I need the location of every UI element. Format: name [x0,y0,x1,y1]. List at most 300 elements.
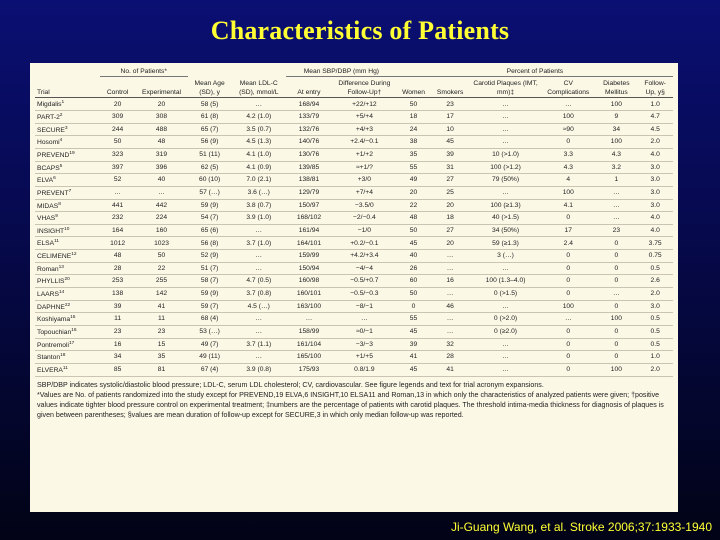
column-header: Mean LDL-C (SD), mmol/L [232,77,286,98]
slide-title: Characteristics of Patients [210,16,510,45]
table-cell: 59 (9) [200,290,219,298]
table-cell: … [255,353,263,361]
table-cell: 20 [446,239,454,247]
table-cell: … [446,315,454,323]
table-cell: 129/79 [298,189,320,196]
table-cell: 3.6 (…) [247,189,270,196]
group-header-patients: No. of Patients* [100,65,188,77]
table-cell: ≈+1/? [355,163,373,171]
trial-name: INSIGHT [37,228,65,236]
table-cell: 0 [566,353,571,361]
trial-name-cell [35,313,100,326]
table-cell: … [502,113,509,121]
table-cell: 45 [446,138,454,146]
table-row [35,300,673,313]
table-cell: 32 [446,340,454,348]
table-cell: 100 (≥1.3) [490,201,521,209]
table-cell: … [502,264,509,272]
table-cell: 49 (7) [200,340,219,348]
table-cell: 61 (8) [200,113,219,121]
table-cell: … [502,100,509,108]
table-cell: 16 [446,277,454,285]
table-cell: 4.0 [650,151,660,159]
table-cell: 255 [155,277,168,285]
table-cell: 0 [566,277,571,285]
table-cell: 24 [409,125,418,133]
table-row [35,338,673,351]
trial-reference: 15 [70,315,76,321]
table-cell: … [502,125,509,133]
trial-reference: 1 [61,100,65,106]
table-cell: 52 [113,176,122,184]
table-row [35,262,673,275]
trial-reference: 14 [58,290,65,296]
table-cell: … [114,189,121,196]
table-cell: … [446,264,454,272]
trial-name: LAARS [37,291,59,299]
column-header: Carotid Plaques (IMT, mm)‡ [470,77,541,98]
table-cell: −4/−4 [355,264,373,272]
trial-reference: 16 [71,327,77,333]
table-cell: 45 [409,365,418,373]
table-cell: +0.2/−0.1 [350,239,379,247]
table-cell: 55 [409,163,418,171]
table-cell: 4.5 (1.3) [246,138,272,146]
table-cell: 2.4 [563,239,573,247]
table-cell: 0.8/1.9 [354,365,375,373]
table-cell: 164/101 [296,239,322,247]
table-cell: 0 [566,290,571,298]
column-header: Mean Age (SD), y [188,77,232,98]
table-cell: 20 [157,100,166,108]
table-row [35,186,673,199]
trial-reference: 11 [54,239,60,245]
table-cell: 100 [562,189,574,196]
table-cell: 26 [409,264,418,272]
column-header: Smokers [430,77,470,98]
table-cell: 3.7 (1.0) [246,239,272,247]
table-cell: 60 (10) [199,176,221,184]
table-cell: 51 (11) [199,151,220,159]
table-cell: … [613,201,620,209]
trial-name: PREVEND [37,152,70,160]
table-cell: 0 (>1.5) [493,290,518,298]
trial-reference: 8 [58,201,61,207]
characteristics-table [35,65,673,377]
table-cell: 1.0 [650,100,660,108]
table-row [35,199,673,212]
table-cell: 4.3 [611,151,622,159]
trial-name: ELVA [37,177,54,185]
table-cell: 4.2 (1.0) [246,113,272,121]
table-row [35,325,673,338]
table-cell: 34 [113,353,122,361]
footnotes [35,380,673,421]
table-row [35,351,673,364]
table-cell: 11 [158,315,165,323]
table-cell: 0.75 [648,252,662,260]
trial-name: PREVENT [37,190,69,198]
column-header: Trial [35,77,100,98]
column-header: Difference During Follow-Up† [332,77,397,98]
table-cell: 3.0 [650,201,660,209]
trial-reference: 10 [64,226,70,232]
table-cell: 142 [155,290,168,298]
trial-name: MIDAS [37,202,59,210]
trial-reference: 2 [59,113,63,119]
column-header: Diabetes Mellitus [595,77,637,98]
table-cell: 10 (>1.0) [492,151,520,159]
trial-reference: 11 [62,365,68,371]
table-row [35,313,673,326]
table-cell: −8/−1 [355,302,373,310]
trial-reference: 19 [69,150,75,156]
table-cell: … [502,302,509,310]
table-cell: 4.5 [650,125,660,133]
table-cell: 224 [155,214,168,222]
table-cell: +22/+12 [352,100,377,108]
table-cell: 3.0 [650,189,660,196]
table-cell: 59 (9) [200,201,219,209]
table-cell: 309 [112,113,124,121]
table-cell: 160/98 [298,277,320,285]
table-cell: 34 [612,125,621,133]
table-cell: 20 [113,100,122,108]
table-cell: 2.0 [650,365,660,373]
table-row [35,363,673,376]
table-cell: 168/94 [298,100,320,108]
table-row [35,161,673,174]
table-cell: 38 [409,138,418,146]
trial-name: Stanton [37,354,61,362]
trial-reference: 22 [64,302,71,308]
table-cell: 168/102 [296,214,322,222]
table-cell: 65 (7) [200,125,219,133]
table-cell: 3.0 [650,302,660,310]
table-cell: … [255,328,263,336]
table-cell: −3.5/0 [354,201,374,209]
trial-name: SECURE [37,126,65,134]
trial-name-cell [35,136,100,149]
table-cell: 100 [610,138,622,146]
table-cell: 100 (>1.2) [490,163,521,171]
table-cell: 0 (>2.0) [493,315,518,323]
table-cell: … [564,100,572,108]
table-cell: 244 [112,125,124,133]
table-cell: 17 [446,113,454,121]
table-cell: 4.1 [563,201,573,209]
table-cell: 160 [155,226,168,234]
table-cell: 0 [614,277,619,285]
trial-name-cell [35,338,100,351]
trial-name-cell [35,98,100,111]
table-cell: 59 (7) [200,302,219,310]
column-header: Experimental [135,77,187,98]
table-cell: 2.0 [650,290,660,298]
table-cell: 79 (50%) [491,176,520,184]
table-cell: 67 (4) [200,365,219,373]
table-cell: 28 [446,353,454,361]
table-cell: 3.3 [563,151,573,159]
table-cell: 20 [409,189,418,196]
trial-name-cell [35,300,100,313]
trial-name-cell [35,111,100,124]
table-cell: 57 (…) [199,189,220,196]
table-cell: … [502,189,509,196]
table-cell: 232 [112,214,124,222]
trial-reference: 13 [58,264,64,270]
table-cell: … [255,252,263,260]
table-cell: … [158,189,165,196]
table-cell: 58 (5) [200,100,219,108]
table-cell: 3.7 (1.1) [246,340,272,348]
table-cell: +4.2/+3.4 [350,252,379,260]
table-cell: 158/99 [298,328,320,336]
table-cell: 488 [155,125,168,133]
table-cell: 0 [566,365,571,373]
trial-reference: 4 [59,138,63,144]
table-cell: 23 [113,328,122,336]
column-header: Women [397,77,430,98]
column-header: At entry [286,77,332,98]
table-panel [30,63,678,512]
table-cell: +7/+4 [355,189,373,196]
table-cell: 40 [409,252,418,260]
trial-name-cell [35,288,100,301]
column-header: Follow-Up, y§ [637,77,673,98]
table-cell: 0 [566,264,571,272]
trial-name-cell [35,250,100,263]
table-cell: 81 [157,365,166,373]
table-row [35,123,673,136]
table-cell: +1/+2 [355,151,373,159]
table-cell: 0 [411,302,416,310]
table-cell: 1012 [110,239,126,247]
trial-name: DAPHNE [37,303,65,311]
table-cell: 0 [614,302,619,310]
table-cell: −2/−0.4 [353,214,376,222]
trial-name: Koshiyama [37,316,71,324]
table-cell: 164 [112,226,124,234]
table-cell: 60 [409,277,418,285]
table-cell: 0.5 [650,340,660,348]
table-cell: 35 [409,151,418,159]
table-cell: ≈90 [562,125,574,133]
trial-name-cell [35,174,100,187]
column-header: CV Complications [541,77,595,98]
trial-reference: 18 [60,353,66,359]
table-cell: … [502,138,509,146]
trial-reference: 5 [59,163,63,169]
table-cell: 50 [409,100,418,108]
trial-name: Hosomi [37,139,60,147]
table-cell: 4.1 (1.0) [246,151,272,159]
trial-name: Topouchian [37,329,72,337]
table-cell: 323 [112,151,124,159]
table-cell: … [305,315,313,323]
table-cell: 41 [157,302,166,310]
table-cell: 1 [614,176,619,184]
trial-reference: 9 [55,214,58,220]
group-header-row [35,65,673,77]
table-cell: 0 [614,353,619,361]
table-cell: 0 [566,340,571,348]
table-cell: 2.0 [650,138,660,146]
table-cell: 0 (≥2.0) [494,328,518,336]
table-cell: 28 [113,264,122,272]
table-cell: 3.8 (0.7) [246,201,272,209]
trial-name-cell [35,148,100,161]
table-cell: 41 [409,353,418,361]
trial-reference: 20 [64,277,70,283]
table-cell: 9 [614,113,619,121]
table-row [35,275,673,288]
trial-name: Roman [37,265,59,273]
footnote-details: *Values are No. of patients randomized into the study except for PREVEND,19 ELVA,6 INSIGHT,10 ELSA11 and Roman,13 in which only the characteristics of analyzed patients were given; †positive values indicate tighter blood pressure control on experimental treatment; ‡numbers are the percentage of patients with carotid plaques. The threshold intima-media thickness for diagnosis of plaques is given between parentheses; §values are mean duration of follow-up except for SECURE,3 in which only median follow-up was reported. [37,390,664,420]
table-cell: 0 [566,138,571,146]
table-cell: … [255,264,263,272]
table-cell: 4.1 (0.9) [246,163,272,171]
table-cell: … [502,340,509,348]
table-cell: 48 [113,252,122,260]
table-cell: 3.75 [648,239,662,247]
footnote-abbreviations: SBP/DBP indicates systolic/diastolic blood pressure; LDL-C, serum LDL cholesterol; CV, cardiovascular. See figure legends and text for trial acronym expansions. [37,380,544,389]
table-cell: 0 [566,214,571,222]
table-cell: 161/104 [296,340,322,348]
table-cell: 160/101 [296,290,322,298]
trial-name-cell [35,224,100,237]
trial-name-cell [35,351,100,364]
table-cell: 11 [114,315,122,323]
table-cell: 25 [446,189,454,196]
table-cell: ≈0/−1 [355,328,373,336]
table-cell: 50 [409,226,418,234]
table-cell: 20 [446,201,454,209]
table-cell: +4/+3 [355,125,373,133]
table-cell: 23 [157,328,166,336]
table-cell: 2.6 [650,277,660,285]
trial-name: Pontremoli [37,341,69,349]
column-header-row [35,77,673,98]
table-cell: … [502,353,509,361]
table-cell: … [613,214,620,222]
table-cell: … [502,365,509,373]
table-cell: 17 [564,226,572,234]
table-cell: 45 [409,328,418,336]
table-cell: 4 [566,176,571,184]
table-cell: −3/−3 [355,340,373,348]
table-cell: 396 [155,163,168,171]
table-cell: 18 [446,214,454,222]
table-cell: 10 [446,125,454,133]
table-cell: … [255,100,263,108]
group-header-percent: Percent of Patients [397,65,673,77]
trial-name-cell [35,123,100,136]
trial-name: VHAS [37,215,56,223]
table-cell: … [446,290,454,298]
table-cell: −0.5/+0.7 [350,277,379,285]
table-cell: 34 (50%) [491,226,520,234]
table-cell: 50 [157,252,166,260]
table-cell: 85 [113,365,122,373]
table-cell: 1.0 [650,353,660,361]
table-cell: … [564,315,572,323]
trial-name: ELVERA [37,367,63,375]
trial-name: PART-2 [37,114,60,122]
table-row [35,148,673,161]
group-header-sbp: Mean SBP/DBP (mm Hg) [286,65,397,77]
table-cell: 49 [409,176,418,184]
table-cell: 159/99 [298,252,320,260]
table-cell: 0 [566,252,571,260]
table-cell: … [613,290,620,298]
table-cell: 48 [409,214,418,222]
trial-name-cell [35,212,100,225]
table-cell: 52 (9) [200,252,219,260]
table-cell: 319 [155,151,168,159]
table-cell: 3.7 (0.8) [246,290,272,298]
table-cell: 253 [112,277,124,285]
table-cell: 49 (11) [199,353,220,361]
table-cell: 22 [157,264,166,272]
table-cell: … [255,315,263,323]
table-cell: 56 (8) [200,239,219,247]
table-cell: 3.2 [611,163,622,171]
table-cell: 22 [409,201,418,209]
table-row [35,212,673,225]
table-cell: −0.5/−0.3 [350,290,379,298]
table-cell: 441 [112,201,124,209]
table-cell: 27 [446,176,454,184]
table-cell: 132/76 [298,125,320,133]
table-cell: 139/85 [298,163,320,171]
table-cell: 48 [157,138,166,146]
table-cell: −1/0 [357,226,371,234]
table-row [35,250,673,263]
table-cell: 0.5 [650,315,660,323]
table-cell: +1/+5 [355,353,373,361]
table-cell: 165/100 [296,353,322,361]
table-cell: 31 [446,163,454,171]
table-cell: +2.4/−0.1 [350,138,379,146]
table-cell: 140/76 [298,138,320,146]
trial-name-cell [35,161,100,174]
table-cell: 50 [409,290,418,298]
table-cell: 68 (4) [200,315,219,323]
table-cell: 3.9 (1.0) [246,214,272,222]
table-cell: 40 [157,176,166,184]
table-cell: 100 [610,365,622,373]
table-cell: 46 [446,302,454,310]
table-cell: 7.0 (2.1) [246,176,272,184]
table-cell: +3/0 [357,176,371,184]
table-cell: 55 [409,315,418,323]
trial-name-cell [35,275,100,288]
table-cell: 0 [614,239,619,247]
table-cell: … [613,189,620,196]
table-cell: 65 (6) [200,226,219,234]
table-row [35,111,673,124]
trial-name-cell [35,325,100,338]
table-cell: 39 [446,151,454,159]
table-cell: 4.7 (0.5) [246,277,272,285]
trial-name-cell [35,237,100,250]
table-cell: 150/97 [298,201,320,209]
trial-name-cell [35,262,100,275]
table-cell: 35 [157,353,166,361]
table-cell: 58 (7) [200,277,219,285]
table-cell: 51 (7) [200,264,219,272]
